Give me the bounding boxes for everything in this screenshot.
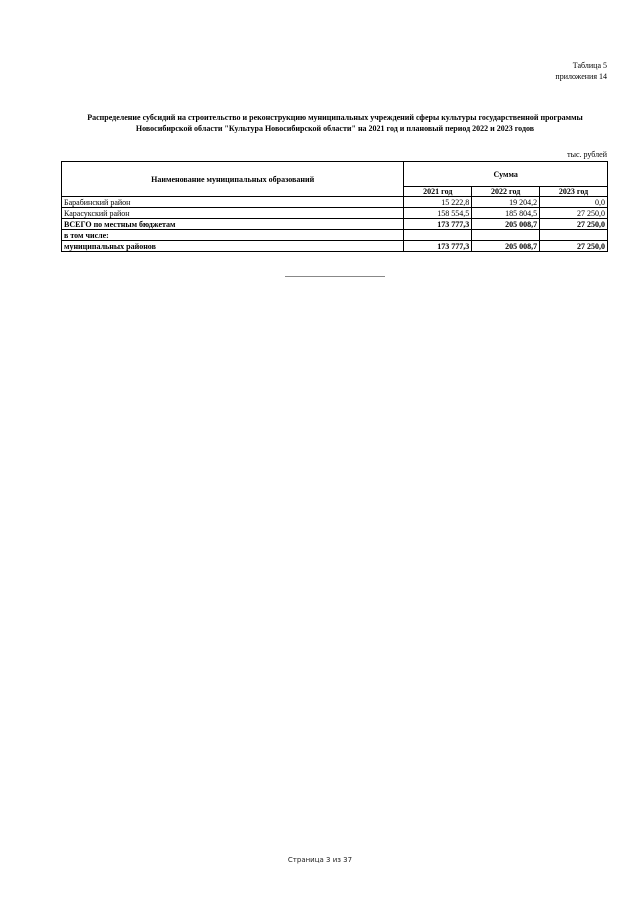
units-label: тыс. рублей	[567, 150, 607, 159]
row-name: в том числе:	[62, 230, 404, 241]
value-2021	[404, 230, 472, 241]
title-line-2: Новосибирской области "Культура Новосибирской области" на 2021 год и плановый период 2022 и 2023 годов	[135, 124, 535, 133]
row-name: муниципальных районов	[62, 241, 404, 252]
value-2023: 27 250,0	[540, 219, 608, 230]
table-row-including	[62, 230, 608, 241]
title-line-1: Распределение субсидий на строительство и реконструкцию муниципальных учреждений сферы культуры государственной программы	[87, 113, 583, 122]
table-label: Таблица 5	[572, 61, 607, 70]
column-header-year-2022: 2022 год	[472, 187, 540, 197]
table-row	[62, 208, 608, 219]
value-2021: 173 777,3	[404, 241, 472, 252]
value-2021: 158 554,5	[404, 208, 472, 219]
row-name: Барабинский район	[62, 197, 404, 208]
row-name: ВСЕГО по местным бюджетам	[62, 219, 404, 230]
column-header-year-2023: 2023 год	[540, 187, 608, 197]
value-2023: 0,0	[540, 197, 608, 208]
column-header-sum: Сумма	[404, 162, 608, 187]
footnote-divider	[285, 276, 385, 277]
table-row-total	[62, 219, 608, 230]
value-2023: 27 250,0	[540, 241, 608, 252]
column-header-name: Наименование муниципальных образований	[62, 162, 404, 197]
value-2022: 205 008,7	[472, 241, 540, 252]
page-number: Страница 3 из 37	[287, 856, 353, 864]
value-2022: 205 008,7	[472, 219, 540, 230]
value-2021: 173 777,3	[404, 219, 472, 230]
value-2023: 27 250,0	[540, 208, 608, 219]
value-2022: 185 804,5	[472, 208, 540, 219]
value-2021: 15 222,8	[404, 197, 472, 208]
row-name: Карасукский район	[62, 208, 404, 219]
table-row	[62, 197, 608, 208]
table-reference	[555, 60, 607, 82]
table-row-districts	[62, 241, 608, 252]
document-title	[62, 112, 608, 134]
subsidy-table	[61, 161, 608, 252]
appendix-label: приложения 14	[555, 72, 607, 81]
column-header-year-2021: 2021 год	[404, 187, 472, 197]
value-2022: 19 204,2	[472, 197, 540, 208]
value-2023	[540, 230, 608, 241]
value-2022	[472, 230, 540, 241]
